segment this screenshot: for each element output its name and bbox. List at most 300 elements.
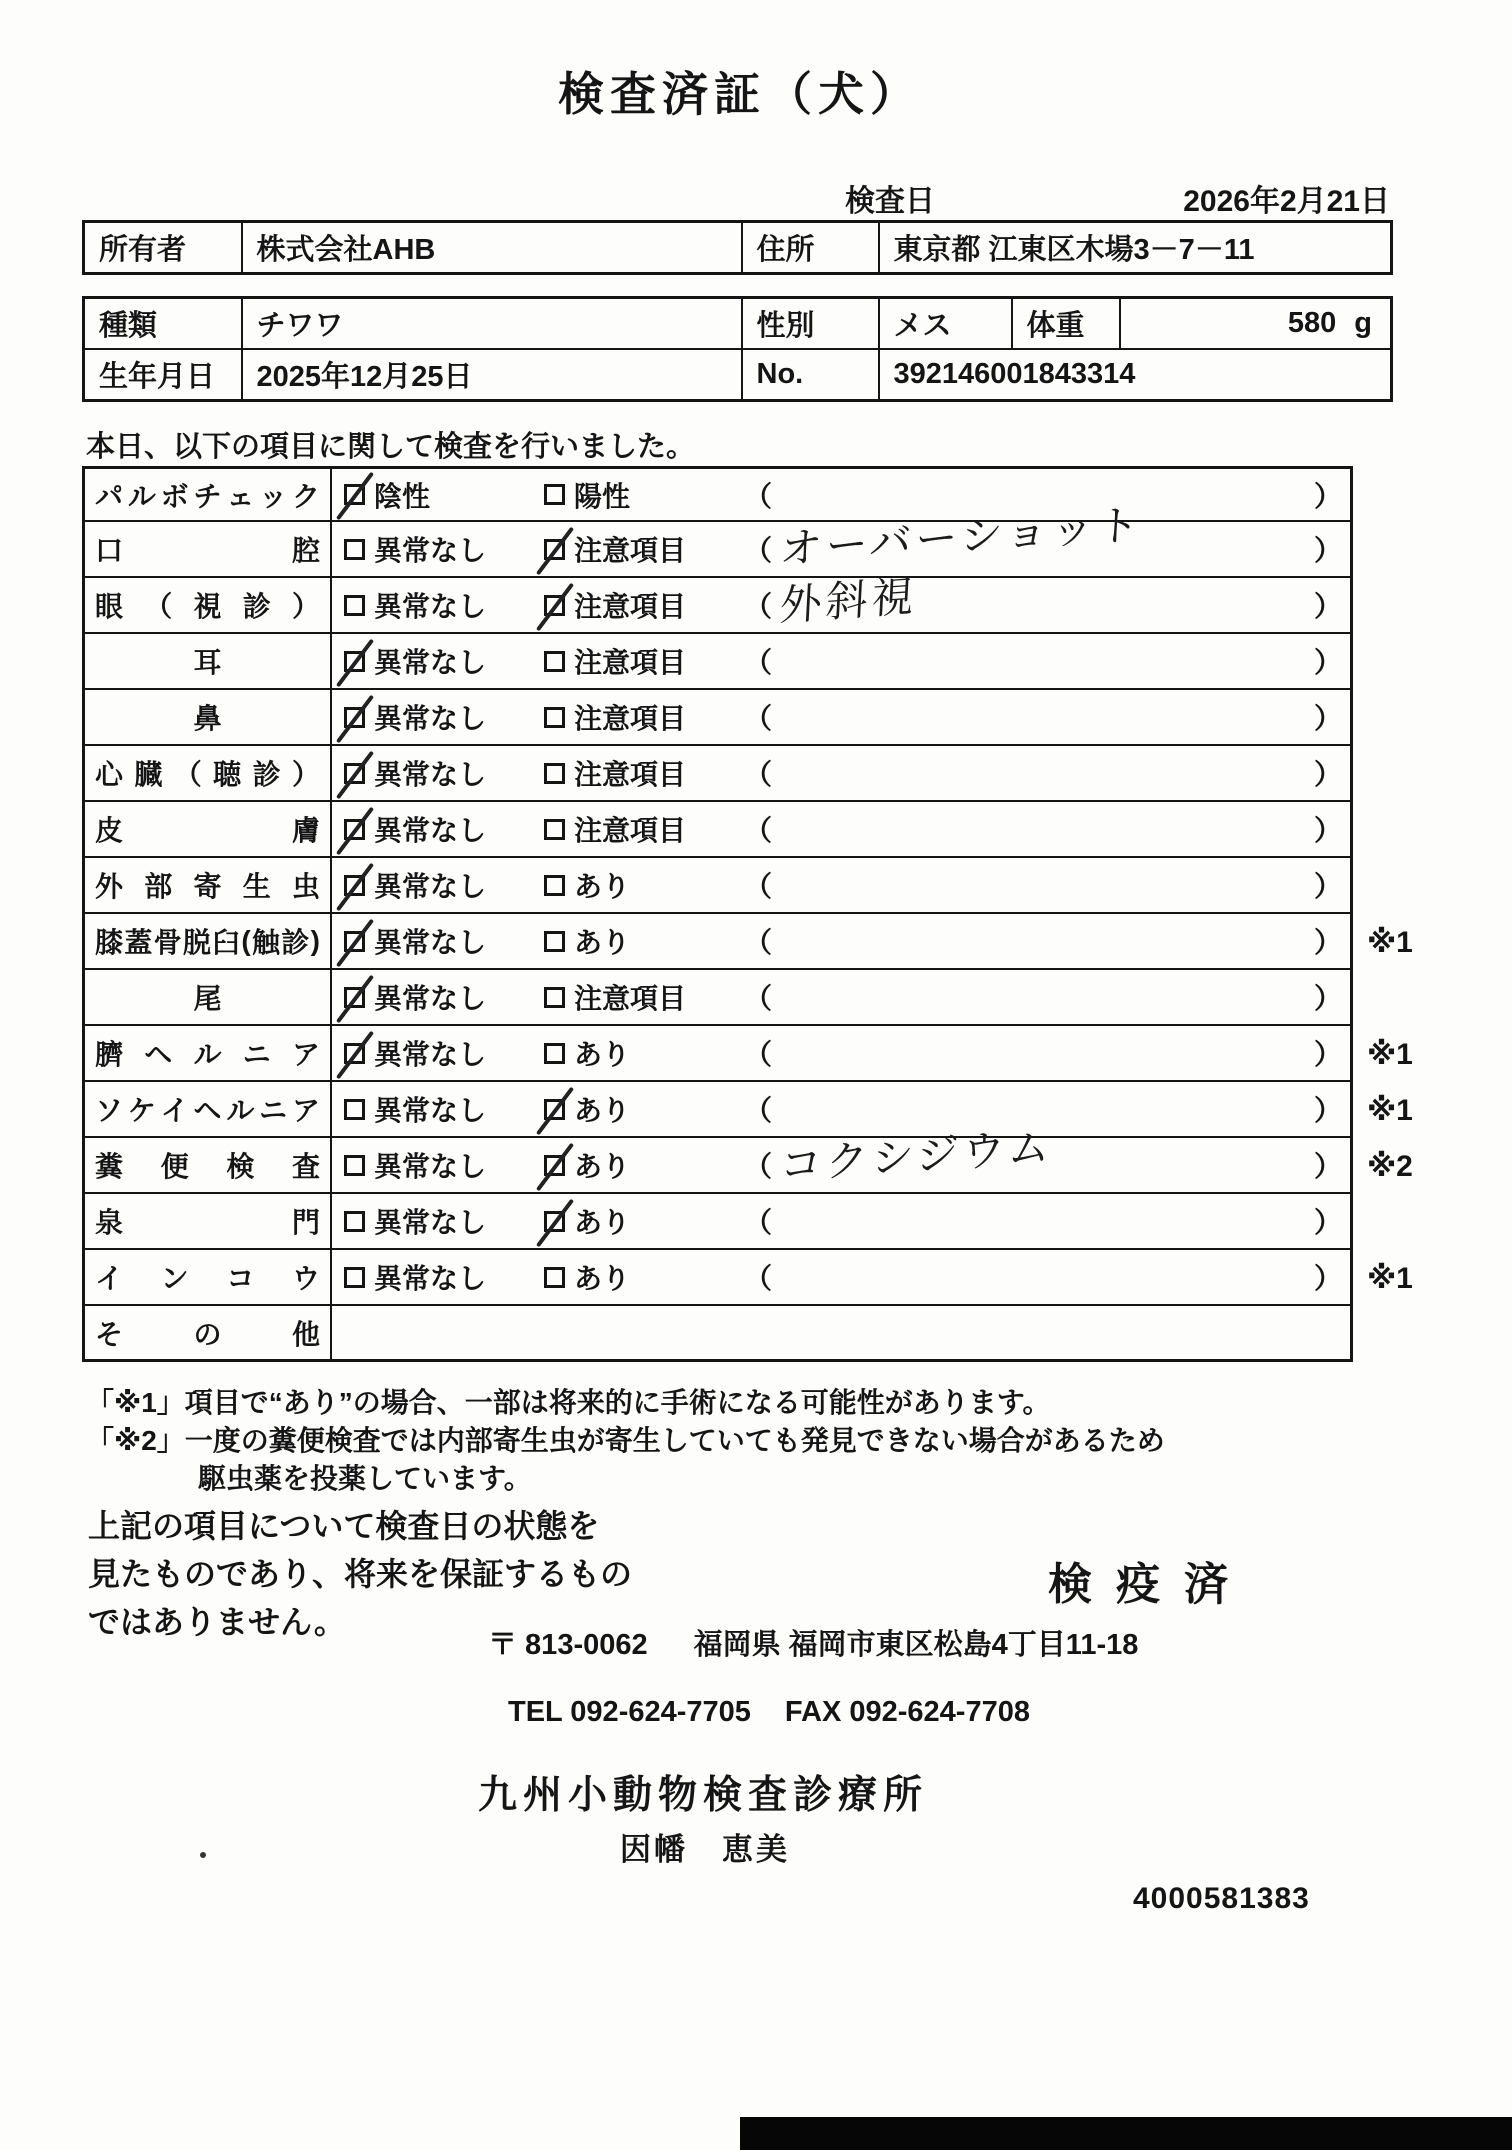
paren-open: （	[744, 759, 773, 790]
checklist-row-main	[330, 690, 1353, 746]
paren-open: （	[744, 871, 773, 902]
label-char: ボ	[160, 480, 189, 512]
paren-field	[744, 809, 1350, 849]
note-marker	[1353, 1306, 1448, 1362]
checklist-row-main	[330, 970, 1353, 1026]
checkbox-checked-icon	[544, 1211, 565, 1232]
serial-number: 4000581383	[1133, 1882, 1310, 1915]
checkbox-checked-icon	[344, 1043, 365, 1064]
note-marker	[1353, 746, 1448, 802]
paren-close: ）	[1313, 983, 1342, 1014]
disclaimer-line-3: ではありません。	[88, 1604, 346, 1640]
checklist-row-label	[82, 578, 330, 634]
checkbox-icon	[544, 1043, 565, 1064]
note-marker: ※1	[1367, 1261, 1413, 1295]
option-label: 陰性	[374, 480, 431, 512]
option-label: あり	[574, 1151, 631, 1182]
label-char: ン	[160, 1263, 189, 1294]
checklist-row-main	[330, 802, 1353, 858]
option-group	[344, 1033, 544, 1073]
label-char: 外	[95, 871, 124, 902]
checkbox-icon	[544, 707, 565, 728]
checklist-row	[82, 746, 1462, 802]
checkbox-checked-icon	[544, 1099, 565, 1120]
option-label: 異常なし	[374, 1039, 487, 1070]
label-char: （	[144, 591, 173, 622]
pet-row-2	[84, 349, 1392, 401]
note-marker	[1353, 690, 1448, 746]
label-char: 門	[291, 1207, 320, 1238]
scan-artifact-speck	[200, 1852, 206, 1858]
paren-field	[744, 641, 1350, 681]
option-label: 注意項目	[574, 703, 687, 734]
label-char: ェ	[226, 480, 255, 512]
certificate-no-value: 392146001843314	[879, 349, 1392, 401]
checklist-row-label	[82, 466, 330, 522]
paren-close: ）	[1313, 1263, 1342, 1294]
label-char: 耳	[193, 647, 222, 678]
option-label: 陽性	[574, 480, 631, 512]
checklist-row-main	[330, 1250, 1353, 1306]
label-char: 泉	[95, 1207, 124, 1238]
option-group	[344, 1201, 544, 1241]
label-char: ニ	[259, 1095, 288, 1126]
breed-value: チワワ	[242, 298, 742, 350]
label-char: ア	[291, 1095, 320, 1126]
checklist-row	[82, 1250, 1462, 1306]
label-char: 口	[95, 535, 124, 566]
option-group	[344, 529, 544, 569]
option-group	[544, 1145, 744, 1185]
checkbox-icon	[544, 763, 565, 784]
option-group	[344, 865, 544, 905]
footnote-2-continued: 駆虫薬を投薬しています。	[198, 1463, 532, 1494]
paren-open: （	[744, 1039, 773, 1070]
option-label: 注意項目	[574, 983, 687, 1014]
checklist-row-main	[330, 1194, 1353, 1250]
checkbox-icon	[344, 1155, 365, 1176]
label-char: ケ	[127, 1095, 156, 1126]
checkbox-checked-icon	[344, 875, 365, 896]
option-group	[344, 1145, 544, 1185]
paren-close: ）	[1313, 703, 1342, 734]
sex-label: 性別	[742, 298, 879, 350]
paren-field	[744, 1122, 1350, 1190]
label-char: 臓	[134, 759, 163, 790]
page-title: 検査済証（犬）	[558, 68, 922, 120]
checklist-row	[82, 1122, 1462, 1194]
label-char: パ	[95, 480, 124, 512]
label-char: 膝	[95, 927, 124, 958]
option-group	[544, 1033, 744, 1073]
option-label: 異常なし	[374, 647, 487, 678]
option-group	[544, 1089, 744, 1129]
footnote-2: 「※2」一度の糞便検査では内部寄生虫が寄生していても発見できない場合があるため	[86, 1425, 1165, 1456]
option-label: 異常なし	[374, 1095, 487, 1126]
paren-close: ）	[1313, 927, 1342, 958]
label-char: 診	[281, 927, 310, 958]
handwritten-note: コクシジウム	[778, 1122, 1055, 1190]
paren-open: （	[744, 480, 773, 512]
weight-value-cell	[1120, 298, 1392, 350]
paren-open: （	[744, 1207, 773, 1238]
note-marker: ※1	[1367, 1093, 1413, 1127]
option-label: 異常なし	[374, 871, 487, 902]
paren-field	[744, 921, 1350, 961]
checklist-row-label	[82, 970, 330, 1026]
checklist-row	[82, 970, 1462, 1026]
paren-field	[744, 500, 1350, 574]
paren-open: （	[744, 591, 773, 622]
checklist-row-main	[330, 1306, 1353, 1362]
label-char: 触	[252, 927, 281, 958]
paren-close: ）	[1313, 1207, 1342, 1238]
note-marker	[1353, 466, 1448, 522]
pet-info-table	[82, 296, 1393, 402]
option-group	[544, 1257, 744, 1297]
label-char: ル	[226, 1095, 255, 1126]
note-marker	[1353, 578, 1448, 634]
label-char: ソ	[95, 1095, 124, 1126]
scan-artifact-bar	[740, 2117, 1512, 2150]
option-label: あり	[574, 1039, 631, 1070]
label-char: コ	[226, 1263, 255, 1294]
checkbox-icon	[344, 595, 365, 616]
checklist-row	[82, 802, 1462, 858]
paren-close: ）	[1313, 871, 1342, 902]
option-label: 異常なし	[374, 591, 487, 622]
paren-close: ）	[1313, 1095, 1342, 1126]
label-char: （	[173, 759, 202, 790]
checkbox-icon	[544, 651, 565, 672]
paren-open: （	[744, 1151, 773, 1182]
checklist-row-main	[330, 858, 1353, 914]
option-label: 異常なし	[374, 815, 487, 846]
weight-inner	[1135, 307, 1377, 340]
option-group	[544, 977, 744, 1017]
option-group	[344, 977, 544, 1017]
label-char: ）	[291, 759, 320, 790]
option-group	[544, 697, 744, 737]
birthdate-value: 2025年12月25日	[242, 349, 742, 401]
handwritten-note: オーバーショット	[778, 500, 1145, 574]
label-char: の	[193, 1318, 222, 1350]
label-char: ク	[291, 480, 320, 512]
checklist-row-label	[82, 802, 330, 858]
label-char: 部	[144, 871, 173, 902]
label-char: )	[310, 925, 320, 956]
paren-close: ）	[1313, 647, 1342, 678]
checklist-row	[82, 690, 1462, 746]
option-label: 異常なし	[374, 927, 487, 958]
inspection-date-row	[845, 176, 1390, 220]
checkbox-icon	[344, 1099, 365, 1120]
checklist-row	[82, 1082, 1462, 1138]
paren-field	[744, 697, 1350, 737]
paren-open: （	[744, 703, 773, 734]
checklist-row	[82, 1026, 1462, 1082]
label-char: 眼	[95, 591, 124, 622]
checklist-row-label	[82, 858, 330, 914]
note-marker: ※1	[1367, 925, 1413, 959]
label-char: 寄	[193, 871, 222, 902]
checkbox-checked-icon	[344, 763, 365, 784]
breed-label: 種類	[84, 298, 242, 350]
checklist-row-label	[82, 690, 330, 746]
clinic-address-line	[488, 1622, 1138, 1663]
disclaimer-line-1: 上記の項目について検査日の状態を	[88, 1508, 600, 1544]
pet-row-1	[84, 298, 1392, 350]
checkbox-checked-icon	[344, 819, 365, 840]
checklist-row-label	[82, 1306, 330, 1362]
paren-open: （	[744, 1263, 773, 1294]
label-char: 虫	[291, 871, 320, 902]
option-group	[344, 1257, 544, 1297]
note-marker	[1353, 1194, 1448, 1250]
note-marker: ※1	[1367, 1037, 1413, 1071]
note-marker	[1353, 522, 1448, 578]
inspection-date-value: 2026年2月21日	[1183, 185, 1390, 218]
checkbox-icon	[544, 1267, 565, 1288]
label-char: 糞	[95, 1151, 124, 1182]
label-char: ウ	[291, 1263, 320, 1294]
option-label: あり	[574, 927, 631, 958]
label-char: 聴	[213, 759, 242, 790]
paren-close: ）	[1313, 759, 1342, 790]
paren-close: ）	[1313, 1039, 1342, 1070]
checklist-row	[82, 572, 1462, 634]
label-char: 尾	[193, 983, 222, 1014]
label-char: 視	[193, 591, 222, 622]
option-label: あり	[574, 1263, 631, 1294]
label-char: ル	[193, 1039, 222, 1070]
paren-field	[744, 572, 1350, 630]
option-label: 異常なし	[374, 535, 487, 566]
checklist-row	[82, 1306, 1462, 1362]
checklist-row-main	[330, 634, 1353, 690]
option-label: あり	[574, 1207, 631, 1238]
paren-field	[744, 1257, 1350, 1297]
option-group	[344, 921, 544, 961]
option-label: 異常なし	[374, 759, 487, 790]
veterinarian-name: 因幡 恵美	[620, 1832, 790, 1867]
paren-field	[744, 865, 1350, 905]
label-char: 便	[160, 1151, 189, 1182]
checklist-row	[82, 500, 1462, 578]
note-marker	[1353, 858, 1448, 914]
checklist-row-label	[82, 1026, 330, 1082]
label-char: 臼	[212, 927, 241, 958]
label-char: 臍	[95, 1039, 124, 1070]
option-label: 注意項目	[574, 815, 687, 846]
option-group	[344, 753, 544, 793]
label-char: (	[241, 925, 251, 956]
inspection-date-label: 検査日	[845, 185, 935, 218]
option-group	[344, 697, 544, 737]
checklist-row-label	[82, 1138, 330, 1194]
checkbox-checked-icon	[344, 707, 365, 728]
note-marker: ※2	[1367, 1149, 1413, 1183]
paren-close: ）	[1313, 815, 1342, 846]
option-group	[344, 475, 544, 515]
sex-value: メス	[879, 298, 1012, 350]
paren-open: （	[744, 983, 773, 1014]
option-group	[544, 475, 744, 515]
address-label: 住所	[742, 222, 879, 274]
checklist-row-main	[330, 914, 1353, 970]
label-char: 蓋	[124, 927, 153, 958]
label-char: 膚	[291, 815, 320, 846]
option-group	[544, 809, 744, 849]
option-label: 注意項目	[574, 759, 687, 790]
paren-close: ）	[1313, 535, 1342, 566]
label-char: イ	[160, 1095, 189, 1126]
paren-open: （	[744, 1095, 773, 1126]
clinic-postal-code: 〒 813-0062	[488, 1629, 648, 1661]
checkbox-icon	[544, 987, 565, 1008]
address-value: 東京都 江東区木場3－7－11	[879, 222, 1392, 274]
clinic-tel: TEL 092-624-7705	[508, 1696, 751, 1728]
paren-close: ）	[1313, 480, 1342, 512]
checkbox-checked-icon	[344, 484, 365, 505]
checklist-row-main	[330, 1122, 1353, 1194]
checklist-row-label	[82, 634, 330, 690]
checkbox-checked-icon	[344, 651, 365, 672]
checklist-row-label	[82, 914, 330, 970]
checkbox-checked-icon	[544, 1155, 565, 1176]
option-group	[344, 641, 544, 681]
note-marker	[1353, 970, 1448, 1026]
quarantine-stamp: 検疫済	[1048, 1560, 1252, 1609]
label-char: 皮	[95, 815, 124, 846]
checklist-row-label	[82, 1250, 330, 1306]
owner-table	[82, 220, 1393, 275]
disclaimer-line-2: 見たものであり、将来を保証するもの	[88, 1556, 633, 1592]
option-label: 異常なし	[374, 703, 487, 734]
checklist-row	[82, 634, 1462, 690]
option-group	[544, 641, 744, 681]
checkbox-icon	[544, 484, 565, 505]
paren-close: ）	[1313, 591, 1342, 622]
label-char: ヘ	[193, 1095, 222, 1126]
paren-field	[744, 977, 1350, 1017]
clinic-name: 九州小動物検査診療所	[478, 1774, 929, 1817]
label-char: ル	[127, 480, 156, 512]
checkbox-checked-icon	[544, 595, 565, 616]
paren-field	[744, 753, 1350, 793]
checklist-row-label	[82, 1194, 330, 1250]
checklist-row-label	[82, 522, 330, 578]
checkbox-icon	[544, 875, 565, 896]
label-char: 検	[226, 1151, 255, 1182]
option-group	[544, 753, 744, 793]
checkbox-icon	[544, 931, 565, 952]
note-marker	[1353, 802, 1448, 858]
checklist-row	[82, 858, 1462, 914]
owner-row	[84, 222, 1392, 274]
checkbox-icon	[344, 539, 365, 560]
label-char: 腔	[291, 535, 320, 566]
paren-open: （	[744, 815, 773, 846]
option-group	[544, 921, 744, 961]
label-char: 診	[252, 759, 281, 790]
checklist-row	[82, 466, 1462, 522]
label-char: 生	[242, 871, 271, 902]
weight-value: 580	[1287, 307, 1337, 339]
option-group	[544, 529, 744, 569]
label-char: ッ	[259, 480, 288, 512]
weight-unit: g	[1354, 307, 1372, 339]
option-label: 注意項目	[574, 647, 687, 678]
paren-open: （	[744, 535, 773, 566]
option-label: 注意項目	[574, 535, 687, 566]
clinic-contact-line	[508, 1696, 1030, 1729]
option-group	[544, 585, 744, 625]
label-char: ）	[291, 591, 320, 622]
paren-open: （	[744, 647, 773, 678]
label-char: 脱	[182, 927, 211, 958]
paren-close: ）	[1313, 1151, 1342, 1182]
option-label: 異常なし	[374, 983, 487, 1014]
footnotes	[86, 1384, 1165, 1498]
note-marker	[1353, 634, 1448, 690]
option-group	[344, 809, 544, 849]
checkbox-icon	[544, 819, 565, 840]
label-char: イ	[95, 1263, 124, 1294]
label-char: チ	[193, 480, 222, 512]
birthdate-label: 生年月日	[84, 349, 242, 401]
checkbox-checked-icon	[344, 931, 365, 952]
checkbox-icon	[344, 1267, 365, 1288]
paren-open: （	[744, 927, 773, 958]
checklist-row-label	[82, 1082, 330, 1138]
option-label: 注意項目	[574, 591, 687, 622]
label-char: ヘ	[144, 1039, 173, 1070]
paren-field	[744, 1201, 1350, 1241]
checklist-row-main	[330, 572, 1353, 634]
label-char: 査	[291, 1151, 320, 1182]
label-char: 心	[95, 759, 124, 790]
option-label: 異常なし	[374, 1263, 487, 1294]
checklist-row-main	[330, 1026, 1353, 1082]
checkbox-icon	[344, 1211, 365, 1232]
label-char: ア	[291, 1039, 320, 1070]
option-label: 異常なし	[374, 1207, 487, 1238]
label-char: ニ	[242, 1039, 271, 1070]
handwritten-note: 外斜視	[778, 572, 919, 630]
clinic-address: 福岡県 福岡市東区松島4丁目11-18	[693, 1629, 1139, 1661]
checklist-row	[82, 1194, 1462, 1250]
certificate-no-label: No.	[742, 349, 879, 401]
label-char: そ	[95, 1318, 124, 1350]
checklist-row	[82, 914, 1462, 970]
checklist-table	[82, 466, 1462, 1362]
option-group	[344, 1089, 544, 1129]
option-label: あり	[574, 1095, 631, 1126]
option-group	[344, 585, 544, 625]
weight-label: 体重	[1012, 298, 1120, 350]
option-label: あり	[574, 871, 631, 902]
option-label: 異常なし	[374, 1151, 487, 1182]
intro-text: 本日、以下の項目に関して検査を行いました。	[86, 431, 696, 463]
owner-value: 株式会社AHB	[242, 222, 742, 274]
owner-label: 所有者	[84, 222, 242, 274]
label-char: 骨	[153, 927, 182, 958]
checklist-row-label	[82, 746, 330, 802]
label-char: 診	[242, 591, 271, 622]
label-char: 鼻	[193, 703, 222, 734]
paren-field	[744, 1033, 1350, 1073]
